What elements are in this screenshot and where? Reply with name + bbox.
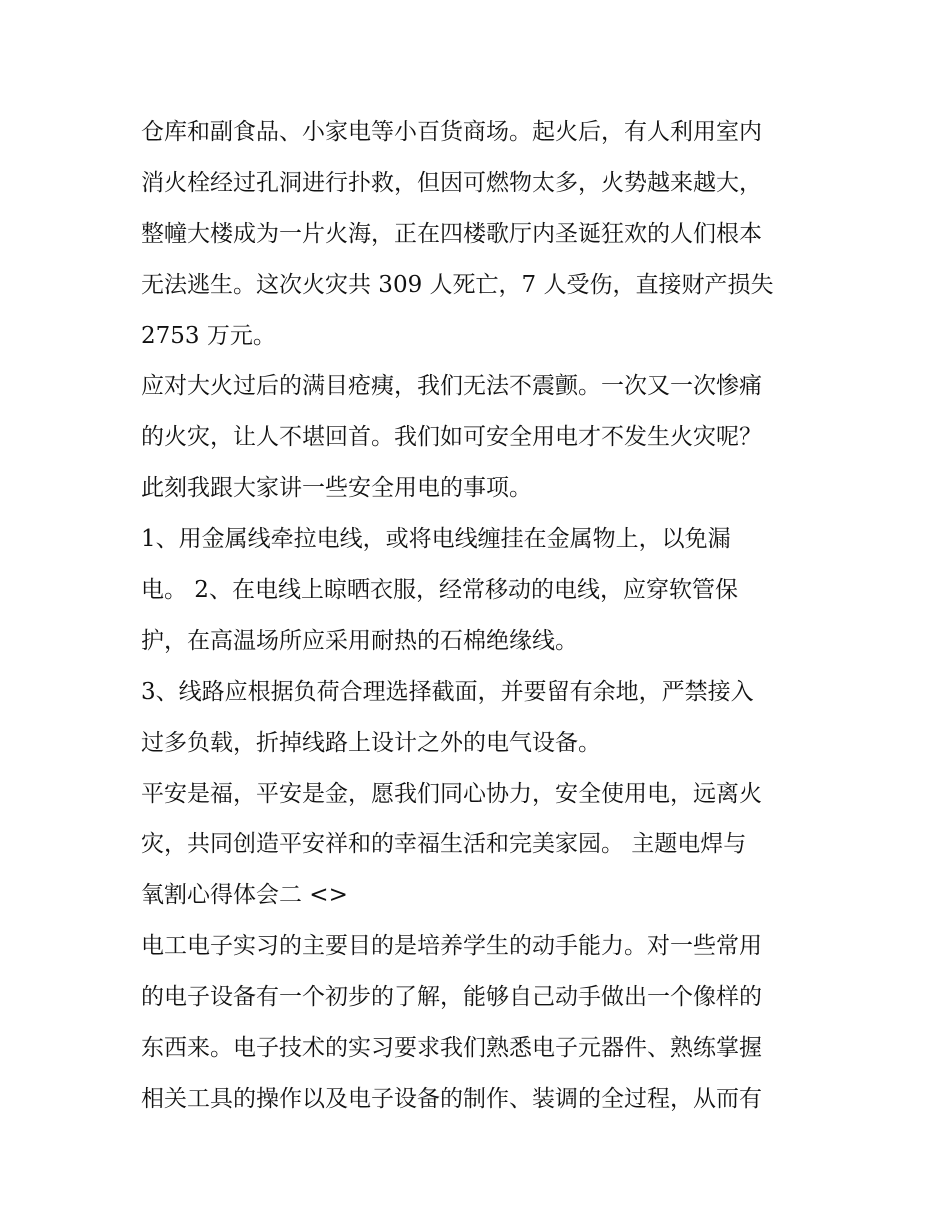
text-line: 电工电子实习的主要目的是培养学生的动手能力。对一些常用 xyxy=(141,933,762,960)
text-line: 相关工具的操作以及电子设备的制作、装调的全过程，从而有 xyxy=(141,1085,762,1112)
document-body xyxy=(141,107,831,1125)
text-line: 仓库和副食品、小家电等小百货商场。起火后，有人利用室内 xyxy=(141,119,762,145)
text-line: 东西来。电子技术的实习要求我们熟悉电子元器件、熟练掌握 xyxy=(141,1035,762,1062)
text-line: 平安是福，平安是金，愿我们同心协力，安全使用电，远离火 xyxy=(141,780,762,807)
text-line: 的火灾，让人不堪回首。我们如可安全用电才不发生火灾呢？ xyxy=(141,424,762,451)
text-line: 此刻我跟大家讲一些安全用电的事项。 xyxy=(141,475,532,502)
text-line: 消火栓经过孔洞进行扑救，但因可燃物太多，火势越来越大， xyxy=(141,169,762,196)
text-line: 的电子设备有一个初步的了解，能够自己动手做出一个像样的 xyxy=(141,984,762,1011)
text-line: 1、用金属线牵拉电线，或将电线缠挂在金属物上，以免漏 xyxy=(141,526,731,553)
text-line: 灾，共同创造平安祥和的幸福生活和完美家园。 主题电焊与 xyxy=(141,831,747,858)
text-line: 2753 万元。 xyxy=(141,322,276,349)
text-line: 3、线路应根据负荷合理选择截面，并要留有余地，严禁接入 xyxy=(141,678,754,705)
text-line: 无法逃生。这次火灾共 309 人死亡，7 人受伤，直接财产损失 xyxy=(141,271,774,298)
text-line: 整幢大楼成为一片火海，正在四楼歌厅内圣诞狂欢的人们根本 xyxy=(141,220,762,247)
text-line: 氧割心得体会二 <> xyxy=(141,882,348,909)
text-line: 护，在高温场所应采用耐热的石棉绝缘线。 xyxy=(141,627,578,654)
text-line: 应对大火过后的满目疮痍，我们无法不震颤。一次又一次惨痛 xyxy=(141,373,762,400)
text-line: 电。 2、在电线上晾晒衣服，经常移动的电线，应穿软管保 xyxy=(141,577,738,604)
text-line: 过多负载，折掉线路上设计之外的电气设备。 xyxy=(141,729,601,756)
